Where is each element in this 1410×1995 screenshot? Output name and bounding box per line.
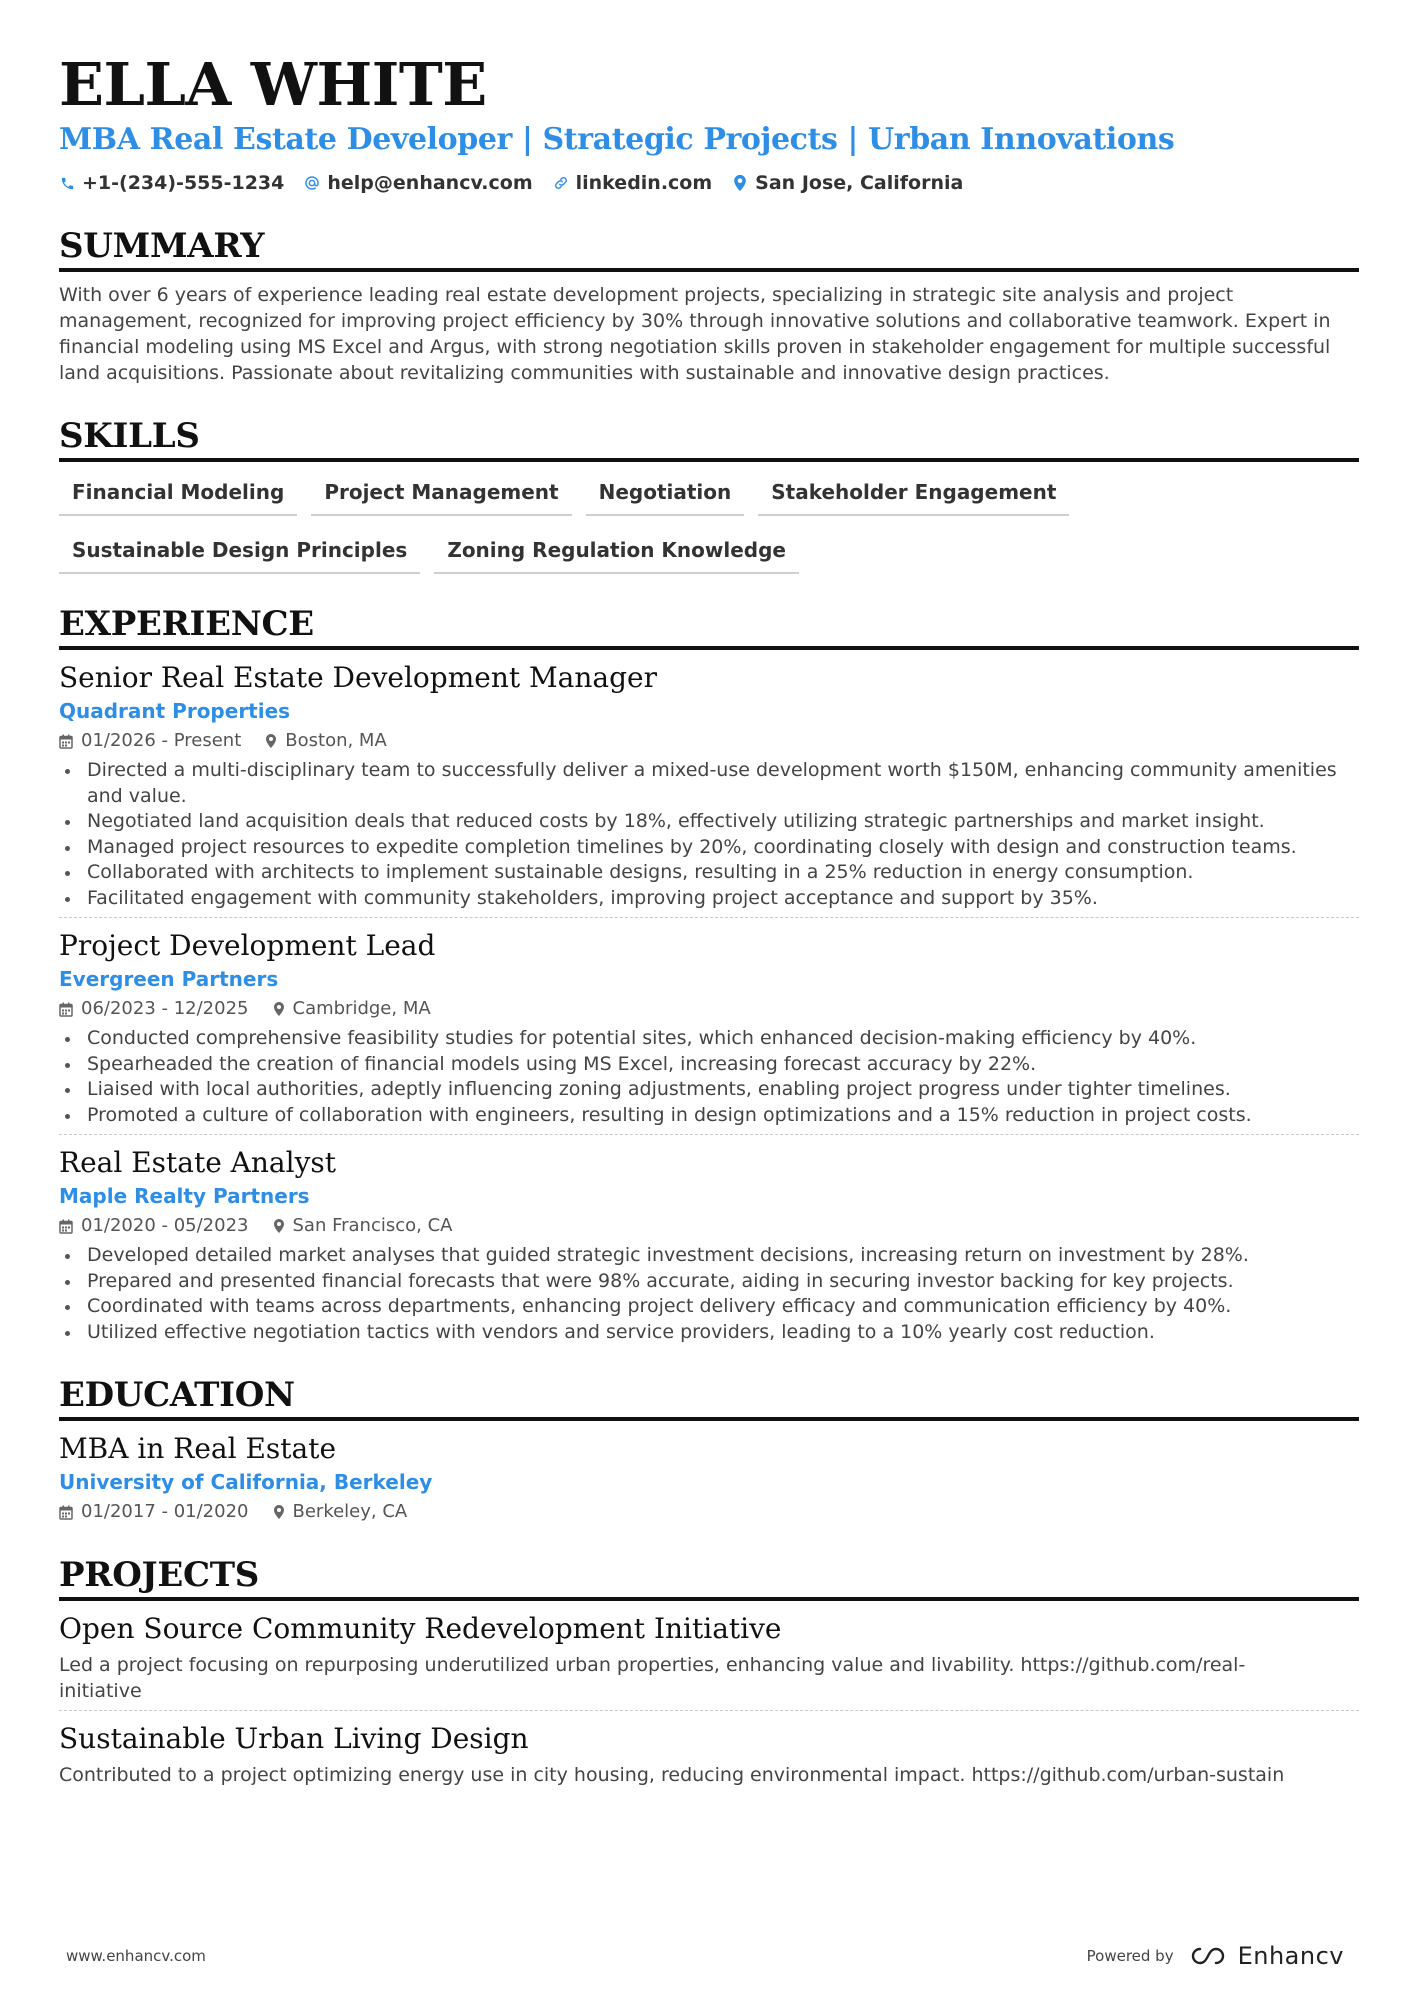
degree-title: MBA in Real Estate [59,1432,337,1465]
job-bullets [59,1026,1359,1128]
job-dates [59,994,249,1024]
powered-by-label: Powered by [1086,1947,1174,1965]
project-description: Led a project focusing on repurposing underutilized urban properties, enhancing value and livability. https://github.com/real-initiative [59,1654,1246,1702]
project-entry [59,1611,1359,1710]
calendar-icon [59,1505,73,1520]
section-divider [59,458,1359,462]
skill-tag: Stakeholder Engagement [758,472,1069,516]
location-icon [273,1001,285,1017]
bullet-item: Prepared and presented financial forecasts that were 98% accurate, aiding in securing investor backing for key projects. [59,1269,1359,1295]
education-location [273,1497,408,1527]
contact-location-text: San Jose, California [755,172,964,194]
contact-phone[interactable] [59,170,284,196]
job-title: Real Estate Analyst [59,1146,337,1179]
bullet-item: Coordinated with teams across departments, enhancing project delivery efficacy and communication efficiency by 40%. [59,1294,1359,1320]
bullet-item: Negotiated land acquisition deals that reduced costs by 18%, effectively utilizing strategic partnerships and market insight. [59,809,1359,835]
skill-tag: Sustainable Design Principles [59,530,420,574]
job-location [273,1211,453,1241]
job-dates [59,1211,249,1241]
skill-tag: Zoning Regulation Knowledge [434,530,799,574]
education-location-text: Berkeley, CA [292,1501,408,1522]
bullet-item: Facilitated engagement with community stakeholders, improving project acceptance and support by 35%. [59,886,1359,912]
experience-title: EXPERIENCE [59,604,314,644]
bullet-item: Conducted comprehensive feasibility studies for potential sites, which enhanced decision-making efficiency by 40%. [59,1026,1359,1052]
skills-list [59,472,1359,574]
calendar-icon [59,734,73,749]
education-entry [59,1431,1359,1533]
contact-email[interactable] [304,170,532,196]
brand-name: Enhancv [1237,1942,1344,1970]
skill-tag: Project Management [311,472,571,516]
project-title: Sustainable Urban Living Design [59,1722,529,1755]
summary-title: SUMMARY [59,226,265,266]
job-bullets [59,1243,1359,1345]
projects-title: PROJECTS [59,1555,259,1595]
school-name: University of California, Berkeley [59,1470,433,1494]
job-bullets [59,758,1359,911]
enhancv-logo[interactable] [1186,1942,1344,1970]
job-meta [59,726,1359,756]
job-location-text: Cambridge, MA [292,998,431,1019]
contact-linkedin-text: linkedin.com [575,172,713,194]
contact-location [732,170,963,196]
job-location [265,726,387,756]
bullet-item: Spearheaded the creation of financial models using MS Excel, increasing forecast accuracy by 22%. [59,1052,1359,1078]
job-meta [59,1211,1359,1241]
enhancv-logo-icon [1186,1945,1230,1967]
education-dates-text: 01/2017 - 01/2020 [81,1501,249,1522]
bullet-item: Collaborated with architects to implement sustainable designs, resulting in a 25% reduction in energy consumption. [59,860,1359,886]
project-title: Open Source Community Redevelopment Initiative [59,1612,782,1645]
skill-tag: Negotiation [586,472,745,516]
project-description: Contributed to a project optimizing energy use in city housing, reducing environmental impact. https://github.com/urban-sustain [59,1764,1285,1786]
education-dates [59,1497,249,1527]
job-title: Project Development Lead [59,929,436,962]
skill-tag: Financial Modeling [59,472,297,516]
bullet-item: Utilized effective negotiation tactics with vendors and service providers, leading to a 10% yearly cost reduction. [59,1320,1359,1346]
location-icon [273,1218,285,1234]
job-dates [59,726,241,756]
candidate-name: ELLA WHITE [59,50,487,119]
section-divider [59,1417,1359,1421]
section-divider [59,1597,1359,1601]
company-name: Evergreen Partners [59,967,279,991]
company-name: Quadrant Properties [59,699,291,723]
contact-phone-text: +1-(234)-555-1234 [82,172,285,194]
job-meta [59,994,1359,1024]
contact-linkedin[interactable] [553,170,713,196]
headline: MBA Real Estate Developer | Strategic Projects | Urban Innovations [59,122,1175,157]
experience-entry [59,1134,1359,1351]
job-dates-text: 01/2020 - 05/2023 [81,1215,249,1236]
contact-email-text: help@enhancv.com [327,172,533,194]
resume-content [59,52,1359,1795]
skills-title: SKILLS [59,416,200,456]
projects-section [59,1555,1359,1795]
summary-text: With over 6 years of experience leading real estate development projects, specializing in strategic site analysis and project management, recognized for improving project efficiency by 30% through innovative solutions and collaborative teamwork. Expert in financial modeling using MS Excel and Argus, with strong negotiation skills proven in stakeholder engagement for multiple successful land acquisitions. Passionate about revitalizing communities with sustainable and innovative design practices. [59,284,1331,384]
location-icon [265,733,277,749]
skills-section [59,416,1359,574]
at-icon [304,174,320,192]
job-location-text: San Francisco, CA [292,1215,453,1236]
education-meta [59,1497,1359,1527]
location-icon [732,174,748,192]
job-dates-text: 06/2023 - 12/2025 [81,998,249,1019]
company-name: Maple Realty Partners [59,1184,310,1208]
footer [66,1942,1344,1970]
bullet-item: Directed a multi-disciplinary team to successfully deliver a mixed-use development worth $150M, enhancing community amenities and value. [59,758,1359,809]
location-icon [273,1504,285,1520]
job-title: Senior Real Estate Development Manager [59,661,657,694]
job-location [273,994,431,1024]
link-icon [553,174,569,192]
calendar-icon [59,1002,73,1017]
education-section [59,1375,1359,1533]
bullet-item: Liaised with local authorities, adeptly influencing zoning adjustments, enabling project progress under tighter timelines. [59,1077,1359,1103]
footer-website[interactable]: www.enhancv.com [66,1947,206,1965]
section-divider [59,646,1359,650]
bullet-item: Developed detailed market analyses that guided strategic investment decisions, increasing return on investment by 28%. [59,1243,1359,1269]
project-entry [59,1710,1359,1795]
contact-row [59,170,1359,196]
summary-section [59,226,1359,386]
bullet-item: Promoted a culture of collaboration with engineers, resulting in design optimizations and a 15% reduction in project costs. [59,1103,1359,1129]
calendar-icon [59,1219,73,1234]
bullet-item: Managed project resources to expedite completion timelines by 20%, coordinating closely with design and construction teams. [59,835,1359,861]
experience-section [59,604,1359,1351]
education-title: EDUCATION [59,1375,295,1415]
job-location-text: Boston, MA [285,730,387,751]
job-dates-text: 01/2026 - Present [81,730,242,751]
phone-icon [59,174,75,192]
experience-entry [59,917,1359,1134]
powered-by [1087,1942,1344,1970]
section-divider [59,268,1359,272]
experience-entry [59,660,1359,917]
